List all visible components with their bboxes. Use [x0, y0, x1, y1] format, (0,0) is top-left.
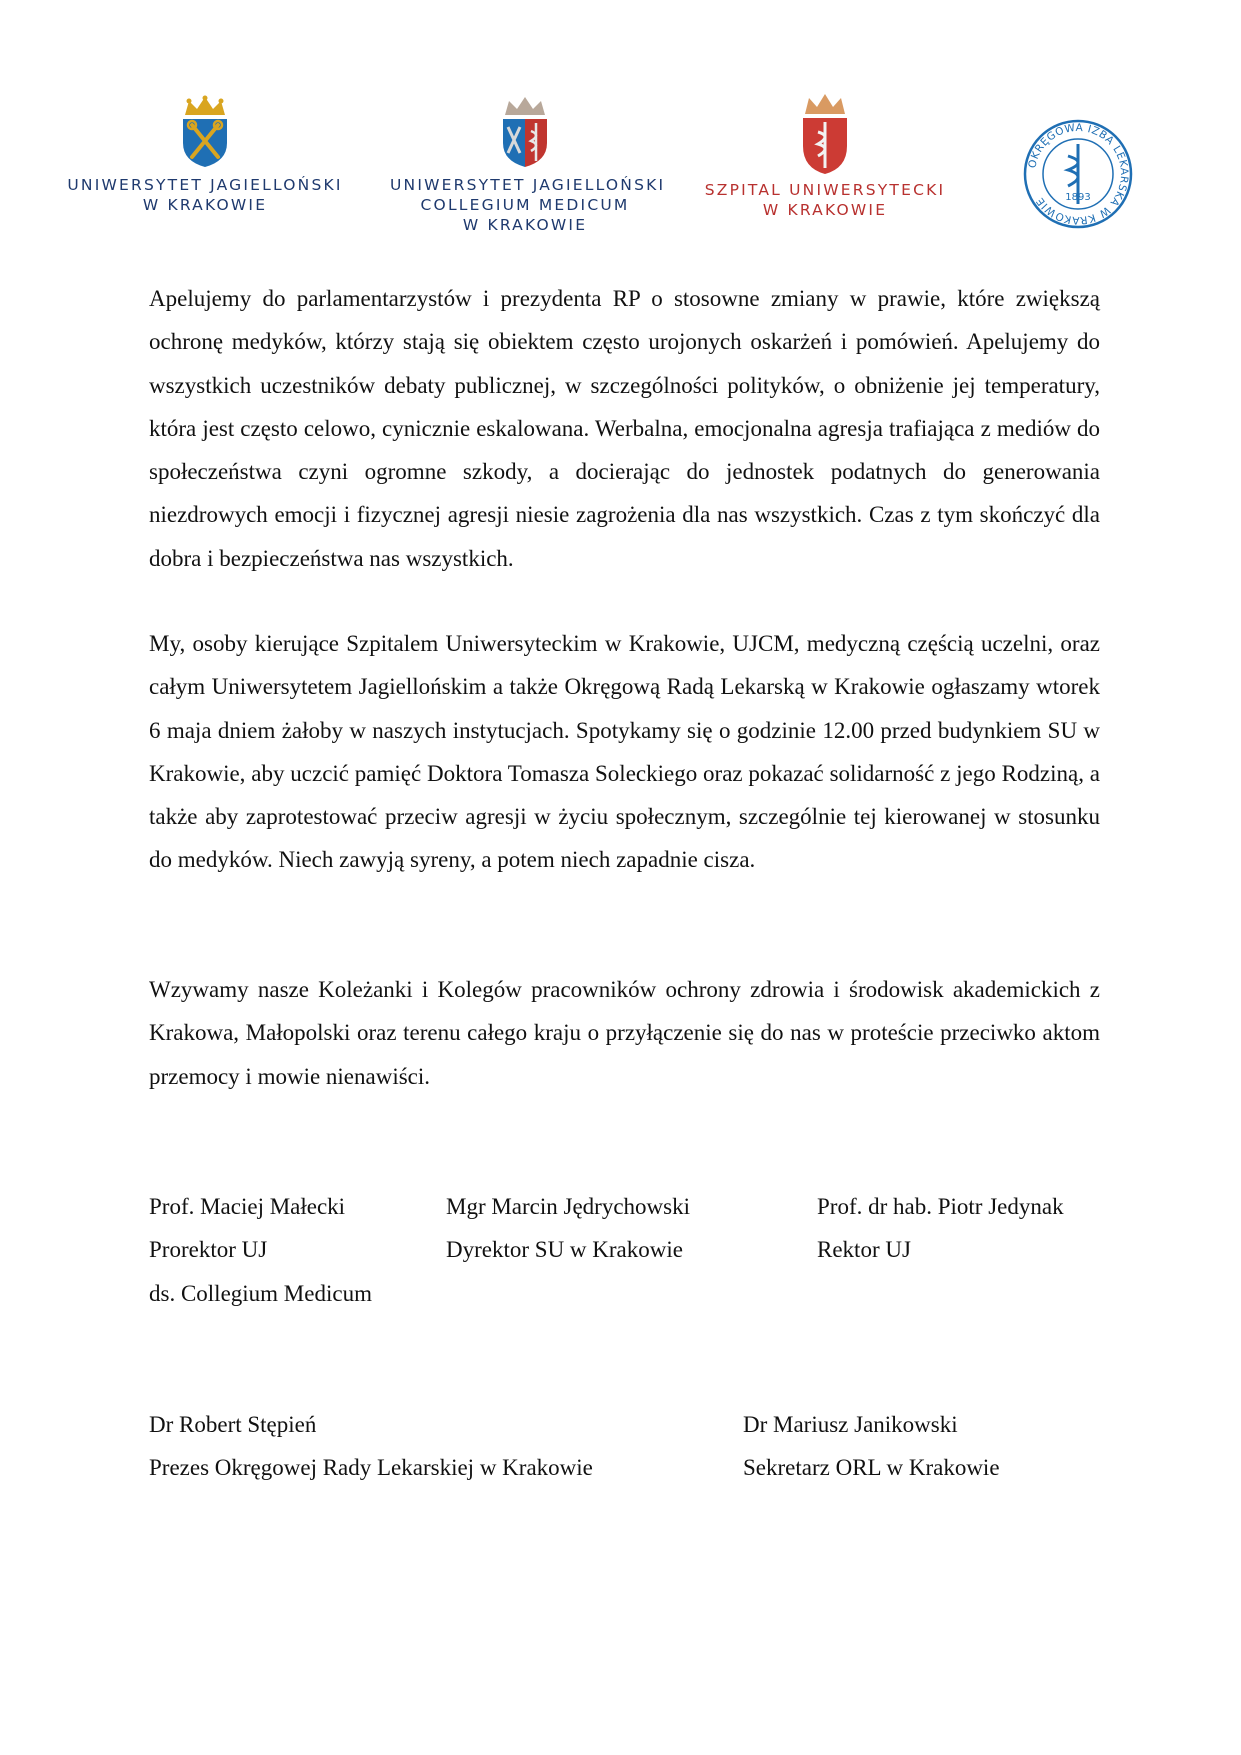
signature-jedynak [817, 1185, 1064, 1272]
logo-cm-line-1: UNIWERSYTET JAGIELLOŃSKI [390, 176, 666, 194]
logo-uj [62, 95, 348, 215]
logo-cm-line-2: COLLEGIUM MEDICUM [420, 196, 630, 214]
signatory-role: Prezes Okręgowej Rady Lekarskiej w Krakowie [149, 1455, 593, 1481]
signature-jedrychowski [446, 1185, 690, 1272]
logo-uj-line-1: UNIWERSYTET JAGIELLOŃSKI [67, 176, 343, 194]
signature-malecki [149, 1185, 372, 1315]
signatory-name: Prof. Maciej Małecki [149, 1194, 346, 1219]
paragraph-call: Wzywamy nasze Koleżanki i Kolegów pracowników ochrony zdrowia i środowisk akademickich z Krakowa, Małopolski oraz terenu całego kraju o przyłączenie się do nas w proteście przeciwko aktom przemocy i mowie nienawiści. [149, 977, 1100, 1089]
su-crest-icon [799, 90, 851, 176]
signatory-role: ds. Collegium Medicum [149, 1280, 372, 1306]
signatory-role: Dyrektor SU w Krakowie [446, 1237, 683, 1263]
signatory-name: Dr Robert Stępień [149, 1412, 317, 1437]
signatory-role: Prorektor UJ [149, 1237, 268, 1263]
signature-janikowski [743, 1403, 1000, 1490]
logo-okregowa-izba-lekarska [1020, 118, 1136, 230]
paragraph-appeal: Apelujemy do parlamentarzystów i prezydenta RP o stosowne zmiany w prawie, które zwiększą ochronę medyków, którzy stają się obiektem często urojonych oskarżeń i pomówień. Apelujemy do wszystkich uczestników debaty publicznej, w szczególności polityków, o obniżenie jej temperatury, która jest często celowo, cynicznie eskalowana. Werbalna, emocjonalna agresja trafiająca z mediów do społeczeństwa czyni ogromne szkody, a docierając do jednostek podatnych do generowania niezdrowych emocji i fizycznej agresji niesie zagrożenia dla nas wszystkich. Czas z tym skończyć dla dobra i bezpieczeństwa nas wszystkich. [149, 286, 1100, 571]
logo-cm-line-3: W KRAKOWIE [462, 216, 588, 234]
uj-crest-icon [179, 95, 231, 169]
logo-szpital-uniwersytecki [702, 90, 948, 220]
logo-uj-line-2: W KRAKOWIE [142, 196, 268, 214]
svg-text:OKRĘGOWA IZBA LEKARSKA W KRAKO: OKRĘGOWA IZBA LEKARSKA W KRAKOWIE [1026, 121, 1131, 227]
signature-stepien [149, 1403, 593, 1490]
oil-seal-year: 1893 [1065, 192, 1091, 203]
signatory-name: Dr Mariusz Janikowski [743, 1412, 958, 1437]
oil-seal-icon [1022, 118, 1134, 230]
signatory-name: Prof. dr hab. Piotr Jedynak [817, 1194, 1064, 1219]
paragraph-mourning: My, osoby kierujące Szpitalem Uniwersyteckim w Krakowie, UJCM, medyczną częścią uczelni, oraz całym Uniwersytetem Jagiellońskim a także Okręgową Radą Lekarską w Krakowie ogłaszamy wtorek 6 maja dniem żałoby w naszych instytucjach. Spotykamy się o godzinie 12.00 przed budynkiem SU w Krakowie, aby uczcić pamięć Doktora Tomasza Soleckiego oraz pokazać solidarność z jego Rodziną, a także aby zaprotestować przeciw agresji w życiu społecznym, szczególnie tej kierowanej w stosunku do medyków. Niech zawyją syreny, a potem niech zapadnie cisza. [149, 631, 1100, 873]
logo-su-line-2: W KRAKOWIE [762, 201, 888, 219]
signatory-name: Mgr Marcin Jędrychowski [446, 1194, 691, 1219]
logo-collegium-medicum [390, 95, 666, 235]
logo-su-line-1: SZPITAL UNIWERSYTECKI [704, 181, 946, 199]
signatory-role: Rektor UJ [817, 1237, 911, 1263]
cm-crest-icon [499, 95, 551, 169]
signatory-role: Sekretarz ORL w Krakowie [743, 1455, 1000, 1481]
